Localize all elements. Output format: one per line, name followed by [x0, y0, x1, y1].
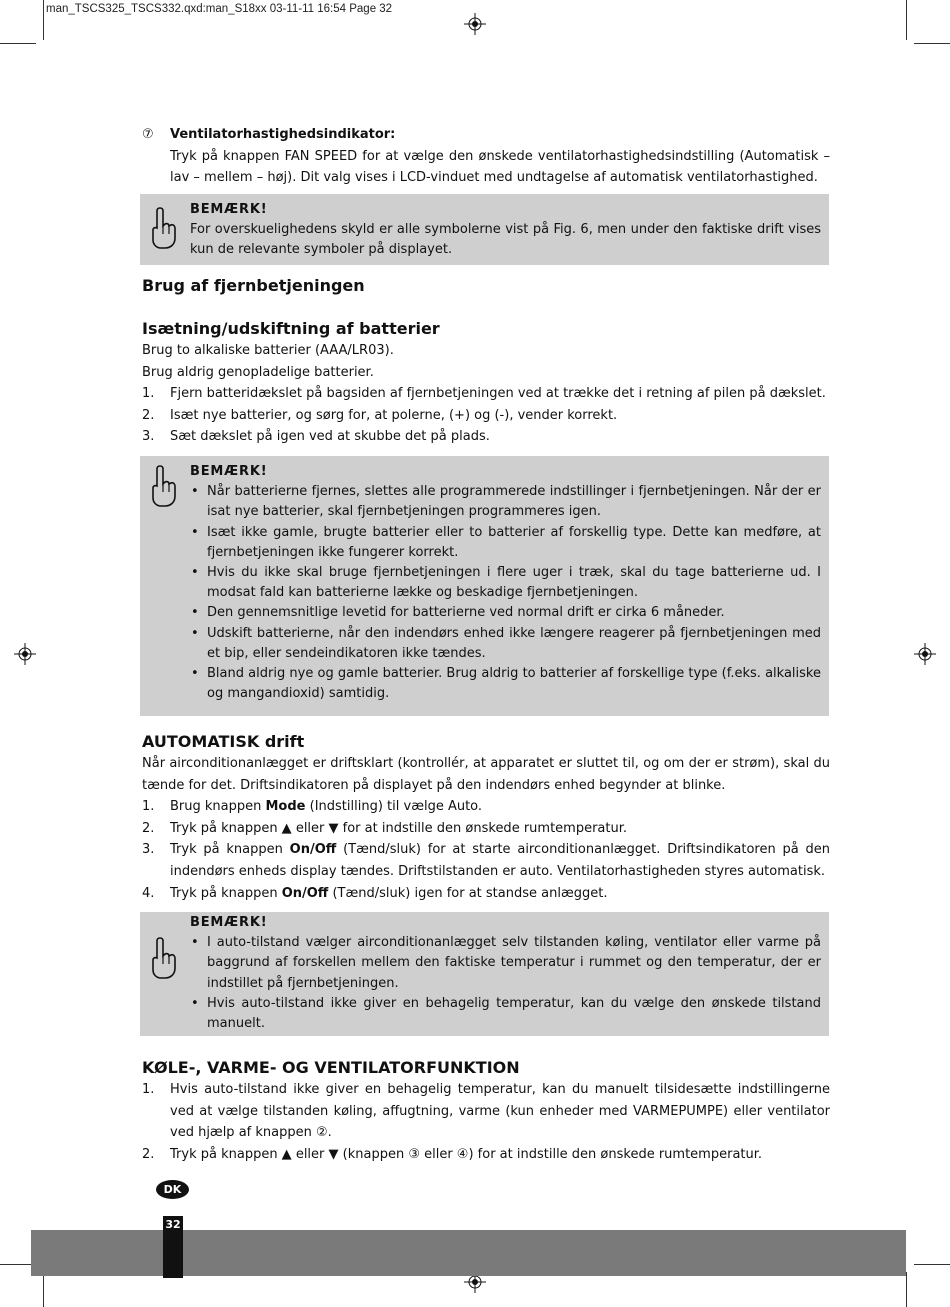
crop-mark	[0, 43, 36, 44]
list-item: • I auto-tilstand vælger airconditionanlægget selv tilstanden køling, ventilator eller varme på baggrund af forskellen mellem den faktiske temperatur i rummet og den temperatur, der er indstillet på fjernbetjeningen.	[190, 933, 821, 994]
section-text: Tryk på knappen FAN SPEED for at vælge den ønskede ventilatorhastighedsindstilling (Automatisk – lav – mellem – høj). Dit valg vises i LCD-vinduet med undtagelse af automatisk ventilatorhastighed.	[170, 148, 830, 186]
note-list	[190, 482, 821, 704]
section-title: Ventilatorhastighedsindikator:	[170, 127, 396, 142]
list-item: 2. Isæt nye batterier, og sørg for, at polerne, (+) og (-), vender korrekt.	[142, 407, 618, 423]
registration-mark-icon	[14, 643, 36, 665]
crop-mark	[906, 0, 907, 40]
pointing-hand-icon	[148, 936, 178, 980]
registration-mark-icon	[464, 13, 486, 35]
section-heading: KØLE-, VARME- OG VENTILATORFUNKTION	[142, 1058, 520, 1077]
page-number: 32	[165, 1218, 181, 1231]
list-item: 2. Tryk på knappen ▲ eller ▼ for at indstille den ønskede rumtemperatur.	[142, 820, 628, 836]
fan-speed-section	[142, 124, 830, 189]
note-box	[140, 912, 829, 1036]
list-item: 3. Tryk på knappen On/Off (Tænd/sluk) for at starte airconditionanlægget. Driftsindikatoren på den indendørs enheds display tændes. Driftstilstanden er auto. Ventilatorhastigheden styres automatisk.	[142, 842, 830, 879]
list-item: 1. Brug knappen Mode (Indstilling) til vælge Auto.	[142, 799, 483, 815]
pointing-hand-icon	[148, 206, 178, 250]
list-item: 1. Hvis auto-tilstand ikke giver en behagelig temperatur, kan du manuelt tilsidesætte indstillingerne ved at vælge tilstanden køling, affugtning, varme (kun enheder med VARMEPUMPE) eller ventilator ved hjælp af knappen ②.	[142, 1082, 830, 1141]
list-item: 1. Fjern batteridækslet på bagsiden af fjernbetjeningen ved at trække det i retning af pilen på dækslet.	[142, 386, 826, 402]
list-item: • Hvis auto-tilstand ikke giver en behagelig temperatur, kan du vælge den ønskede tilstand manuelt.	[190, 994, 821, 1034]
section-heading: Brug af fjernbetjeningen	[142, 276, 365, 295]
note-title: BEMÆRK!	[190, 915, 268, 930]
note-list	[190, 933, 821, 1034]
language-badge: DK	[156, 1180, 189, 1199]
pointing-hand-icon	[148, 464, 178, 508]
paragraph: Brug to alkaliske batterier (AAA/LR03).	[142, 343, 394, 358]
list-item: • Bland aldrig nye og gamle batterier. Brug aldrig to batterier af forskellige type (f.eks. alkaliske og mangandioxid) samtidig.	[190, 664, 821, 704]
note-text: For overskuelighedens skyld er alle symbolerne vist på Fig. 6, men under den faktiske drift vises kun de relevante symboler på displayet.	[190, 222, 821, 258]
note-box	[140, 194, 829, 265]
crop-mark	[914, 43, 950, 44]
list-item: • Udskift batterierne, når den indendørs enhed ikke længere reagerer på fjernbetjeningen med et bip, eller sendeindikatoren ikke tændes.	[190, 624, 821, 664]
note-title: BEMÆRK!	[190, 202, 268, 217]
note-box	[140, 456, 829, 716]
registration-mark-icon	[914, 643, 936, 665]
crop-mark	[914, 1264, 950, 1265]
crop-mark	[43, 1272, 44, 1307]
section-heading: AUTOMATISK drift	[142, 732, 305, 751]
batteries-section	[142, 318, 830, 448]
list-item: 4. Tryk på knappen On/Off (Tænd/sluk) igen for at standse anlægget.	[142, 885, 608, 901]
list-item: 3. Sæt dækslet på igen ved at skubbe det på plads.	[142, 429, 490, 445]
paragraph: Brug aldrig genopladelige batterier.	[142, 364, 374, 380]
cool-heat-fan-section	[142, 1057, 830, 1165]
list-item: • Hvis du ikke skal bruge fjernbetjeningen i flere uger i træk, skal du tage batterierne ud. I modsat fald kan batterierne lække og beskadige fjernbetjeningen.	[190, 563, 821, 603]
list-item: • Isæt ikke gamle, brugte batterier eller to batterier af forskellig type. Dette kan medføre, at fjernbetjeningen ikke fungerer korrekt.	[190, 523, 821, 563]
list-item: • Den gennemsnitlige levetid for batterierne ved normal drift er cirka 6 måneder.	[190, 603, 821, 623]
list-item: 2. Tryk på knappen ▲ eller ▼ (knappen ③ eller ④) for at indstille den ønskede rumtemperatur.	[142, 1146, 763, 1162]
crop-mark	[906, 1272, 907, 1307]
remote-section	[142, 275, 830, 297]
list-item: • Når batterierne fjernes, slettes alle programmerede indstillinger i fjernbetjeningen. Når der er isat nye batterier, skal fjernbetjeningen programmeres igen.	[190, 482, 821, 522]
auto-section	[142, 731, 830, 904]
paragraph: Når airconditionanlægget er driftsklart (kontrollér, at apparatet er sluttet til, og om der er strøm), skal du tænde for det. Driftsindikatoren på displayet på den indendørs enhed begynder at blinke.	[142, 756, 830, 793]
section-marker: ⑦	[142, 127, 154, 142]
print-slug: man_TSCS325_TSCS332.qxd:man_S18xx 03-11-11 16:54 Page 32	[46, 3, 393, 15]
crop-mark	[43, 0, 44, 40]
section-heading: Isætning/udskiftning af batterier	[142, 319, 440, 338]
note-title: BEMÆRK!	[190, 464, 268, 479]
